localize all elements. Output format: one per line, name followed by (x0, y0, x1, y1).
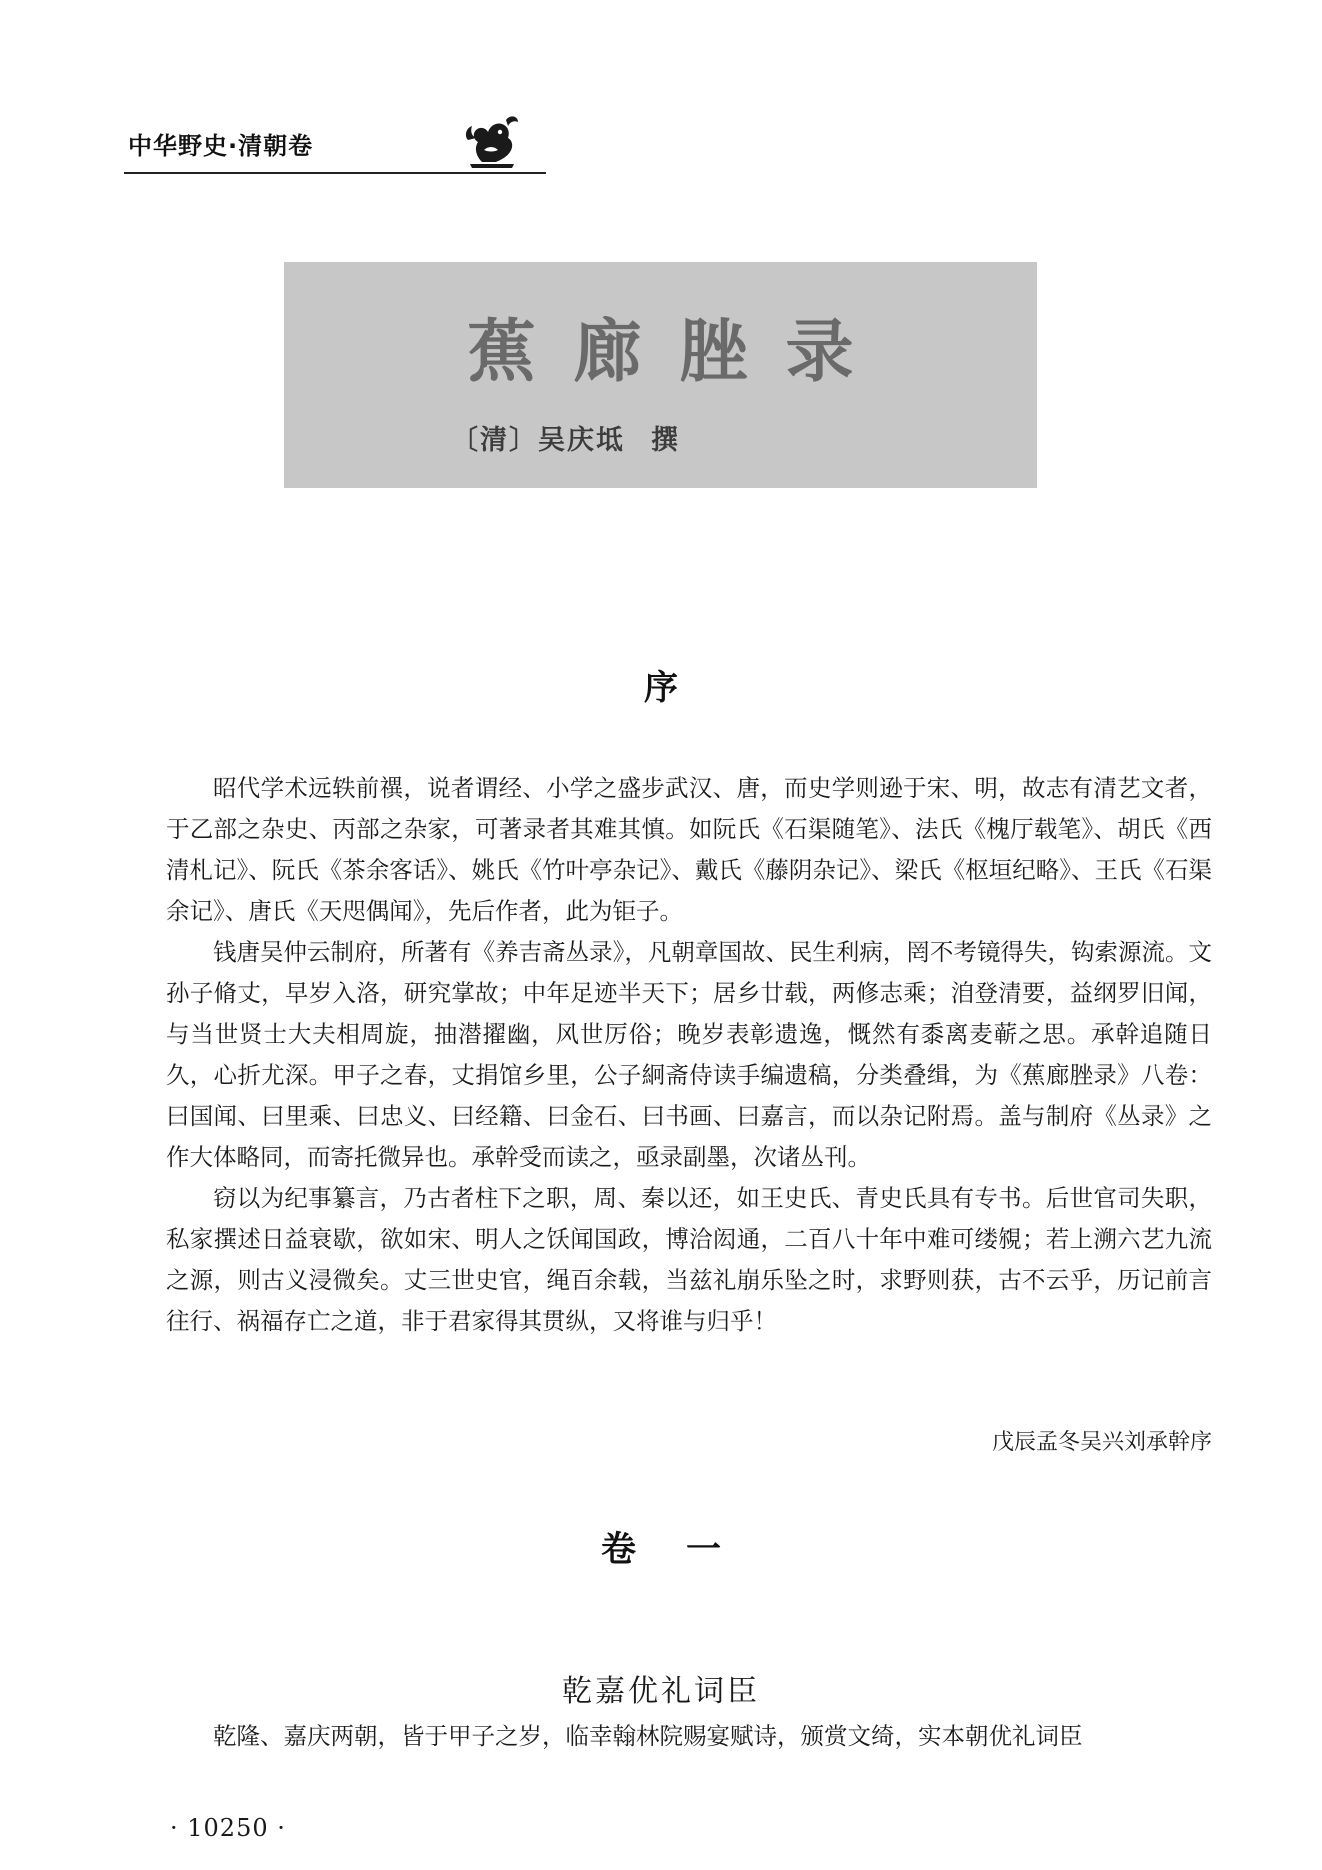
title-banner (284, 262, 1037, 488)
preface-paragraph: 钱唐吴仲云制府，所著有《养吉斋丛录》，凡朝章国故、民生利病，罔不考镜得失，钩索源流。文孙子脩丈，早岁入洛，研究掌故；中年足迹半天下；居乡廿载，两修志乘；洎登清要，益纲罗旧闻，与当世贤士大夫相周旋，抽潜擢幽，风世厉俗；晚岁表彰遗逸，慨然有黍离麦蕲之思。承幹追随日久，心折尤深。甲子之春，丈捐馆乡里，公子絅斋侍读手编遗稿，分类叠缉，为《蕉廊脞录》八卷：曰国闻、曰里乘、曰忠义、曰经籍、曰金石、曰书画、曰嘉言，而以杂记附焉。盖与制府《丛录》之作大体略同，而寄托微异也。承幹受而读之，亟录副墨，次诸丛刊。 (166, 938, 1212, 1171)
running-header (124, 118, 546, 174)
preface-heading: 序 (644, 668, 678, 708)
book-author (451, 418, 680, 457)
preface-paragraph: 昭代学术远轶前禩，说者谓经、小学之盛步武汉、唐，而史学则逊于宋、明，故志有清艺文者，于乙部之杂史、丙部之杂家，可著录者其难其慎。如阮氏《石渠随笔》、法氏《槐厅载笔》、胡氏《西清札记》、阮氏《茶余客话》、姚氏《竹叶亭杂记》、戴氏《藤阴杂记》、梁氏《枢垣纪略》、王氏《石渠余记》、唐氏《天咫偶闻》，先后作者，此为钜子。 (166, 774, 1212, 925)
preface-body (166, 768, 1212, 1342)
running-header-title: 中华野史·清朝卷 (128, 132, 314, 160)
dragon-emblem-icon (460, 110, 522, 170)
page-number: · 10250 · (170, 1814, 286, 1842)
section-title: 乾嘉优礼词臣 (562, 1674, 760, 1709)
header-rule (124, 172, 546, 174)
author-name: 吴庆坻 (538, 425, 625, 456)
chapter-heading: 卷一 (600, 1530, 771, 1570)
book-title: 蕉廊脞录 (467, 312, 892, 392)
author-dynasty: 〔清〕 (451, 425, 538, 456)
preface-paragraph: 窃以为纪事纂言，乃古者柱下之职，周、秦以还，如王史氏、青史氏具有专书。后世官司失职，私家撰述日益衰歇，欲如宋、明人之饫闻国政，博洽闳通，二百八十年中难可缕覙；若上溯六艺九流之源，则古义浸微矣。丈三世史官，绳百余载，当兹礼崩乐坠之时，求野则获，古不云乎，历记前言往行、祸福存亡之道，非于君家得其贯纵，又将谁与归乎！ (166, 1184, 1212, 1335)
chapter-first-line: 乾隆、嘉庆两朝，皆于甲子之岁，临幸翰林院赐宴赋诗，颁赏文绮，实本朝优礼词臣 (213, 1722, 1083, 1750)
author-role: 撰 (651, 425, 680, 456)
preface-signature: 戊辰孟冬吴兴刘承幹序 (991, 1430, 1212, 1455)
